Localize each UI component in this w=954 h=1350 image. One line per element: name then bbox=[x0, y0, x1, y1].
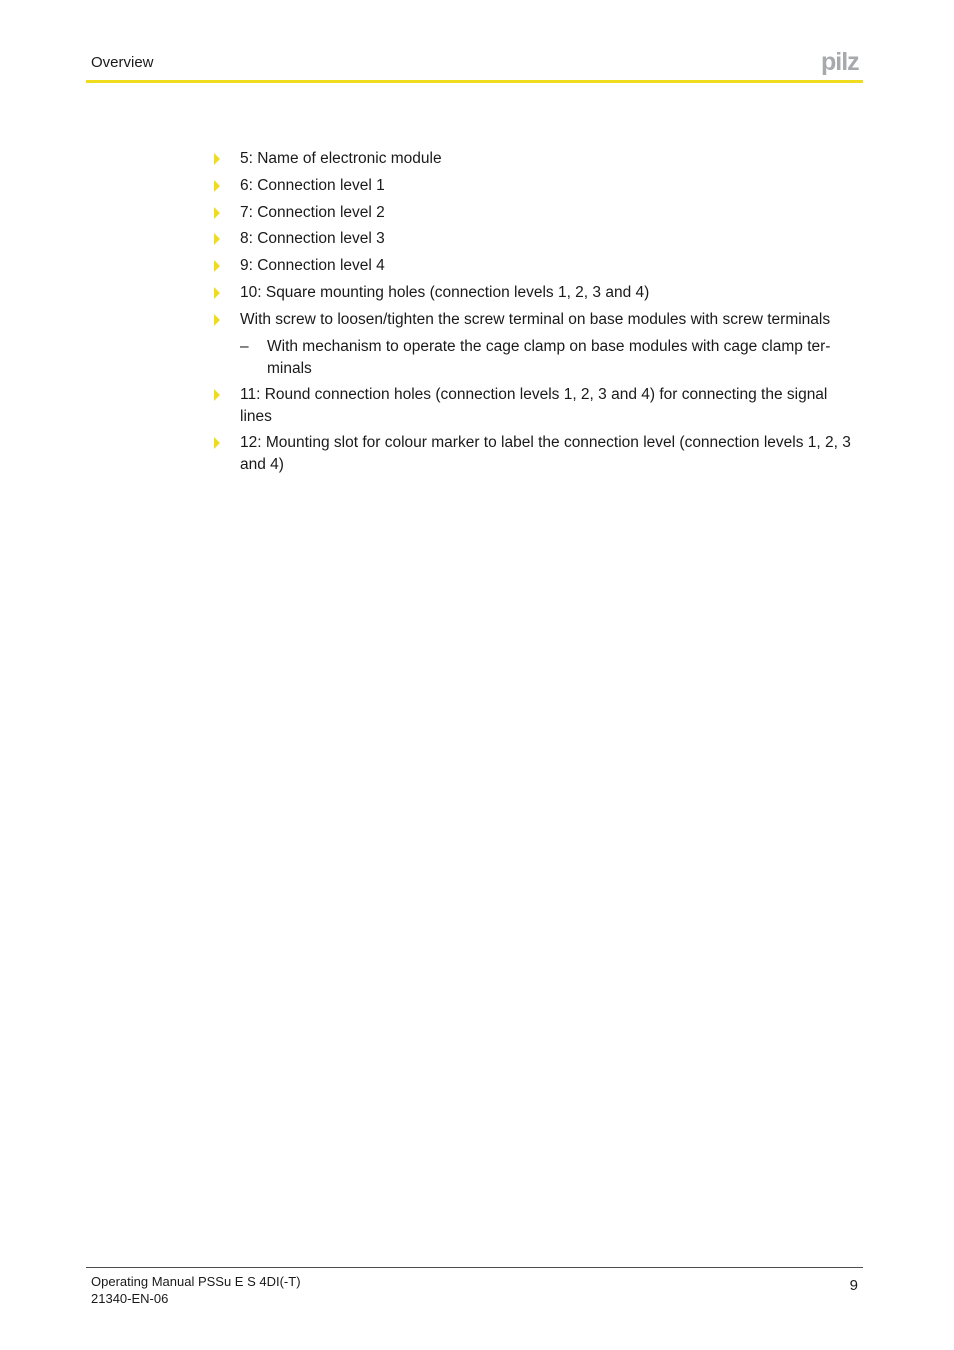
dash-bullet: – bbox=[240, 337, 249, 355]
sub-list-item bbox=[212, 336, 862, 380]
list-item bbox=[212, 309, 862, 331]
list-item bbox=[212, 432, 862, 476]
manual-title: Operating Manual PSSu E S 4DI(-T) bbox=[91, 1274, 301, 1289]
arrow-bullet-icon bbox=[214, 437, 220, 449]
sub-list-item-text: With mechanism to operate the cage clamp on base modules with cage clamp terminals bbox=[267, 337, 831, 377]
list-item-text: 11: Round connection holes (connection levels 1, 2, 3 and 4) for connecting the signal lines bbox=[240, 385, 828, 425]
footer-document-info bbox=[91, 1273, 301, 1307]
arrow-bullet-icon bbox=[214, 287, 220, 299]
page-number: 9 bbox=[849, 1277, 858, 1294]
list-item bbox=[212, 228, 862, 250]
feature-list bbox=[212, 148, 862, 481]
document-number: 21340-EN-06 bbox=[91, 1291, 169, 1306]
list-item-text: 12: Mounting slot for colour marker to label the connection level (connection levels 1, 2, 3 and 4) bbox=[240, 434, 851, 474]
logo-text: pilz bbox=[821, 50, 859, 76]
arrow-bullet-icon bbox=[214, 389, 220, 401]
list-item bbox=[212, 384, 862, 428]
list-item-text: 6: Connection level 1 bbox=[240, 176, 385, 194]
section-title: Overview bbox=[91, 54, 154, 71]
list-item bbox=[212, 255, 862, 277]
list-item bbox=[212, 175, 862, 197]
list-item-text: 5: Name of electronic module bbox=[240, 150, 442, 167]
page-footer bbox=[86, 1267, 863, 1306]
page-header bbox=[86, 50, 863, 83]
list-item-text: With screw to loosen/tighten the screw terminal on base modules with screw terminals bbox=[240, 310, 831, 328]
list-item-text: 10: Square mounting holes (connection levels 1, 2, 3 and 4) bbox=[240, 283, 650, 301]
arrow-bullet-icon bbox=[214, 153, 220, 165]
arrow-bullet-icon bbox=[214, 260, 220, 272]
arrow-bullet-icon bbox=[214, 314, 220, 326]
arrow-bullet-icon bbox=[214, 180, 220, 192]
arrow-bullet-icon bbox=[214, 207, 220, 219]
pilz-logo bbox=[821, 50, 863, 76]
list-item-text: 8: Connection level 3 bbox=[240, 230, 385, 248]
list-item bbox=[212, 148, 862, 170]
list-item-text: 7: Connection level 2 bbox=[240, 203, 385, 221]
arrow-bullet-icon bbox=[214, 233, 220, 245]
list-item bbox=[212, 202, 862, 224]
list-item bbox=[212, 282, 862, 304]
list-item-text: 9: Connection level 4 bbox=[240, 257, 385, 275]
